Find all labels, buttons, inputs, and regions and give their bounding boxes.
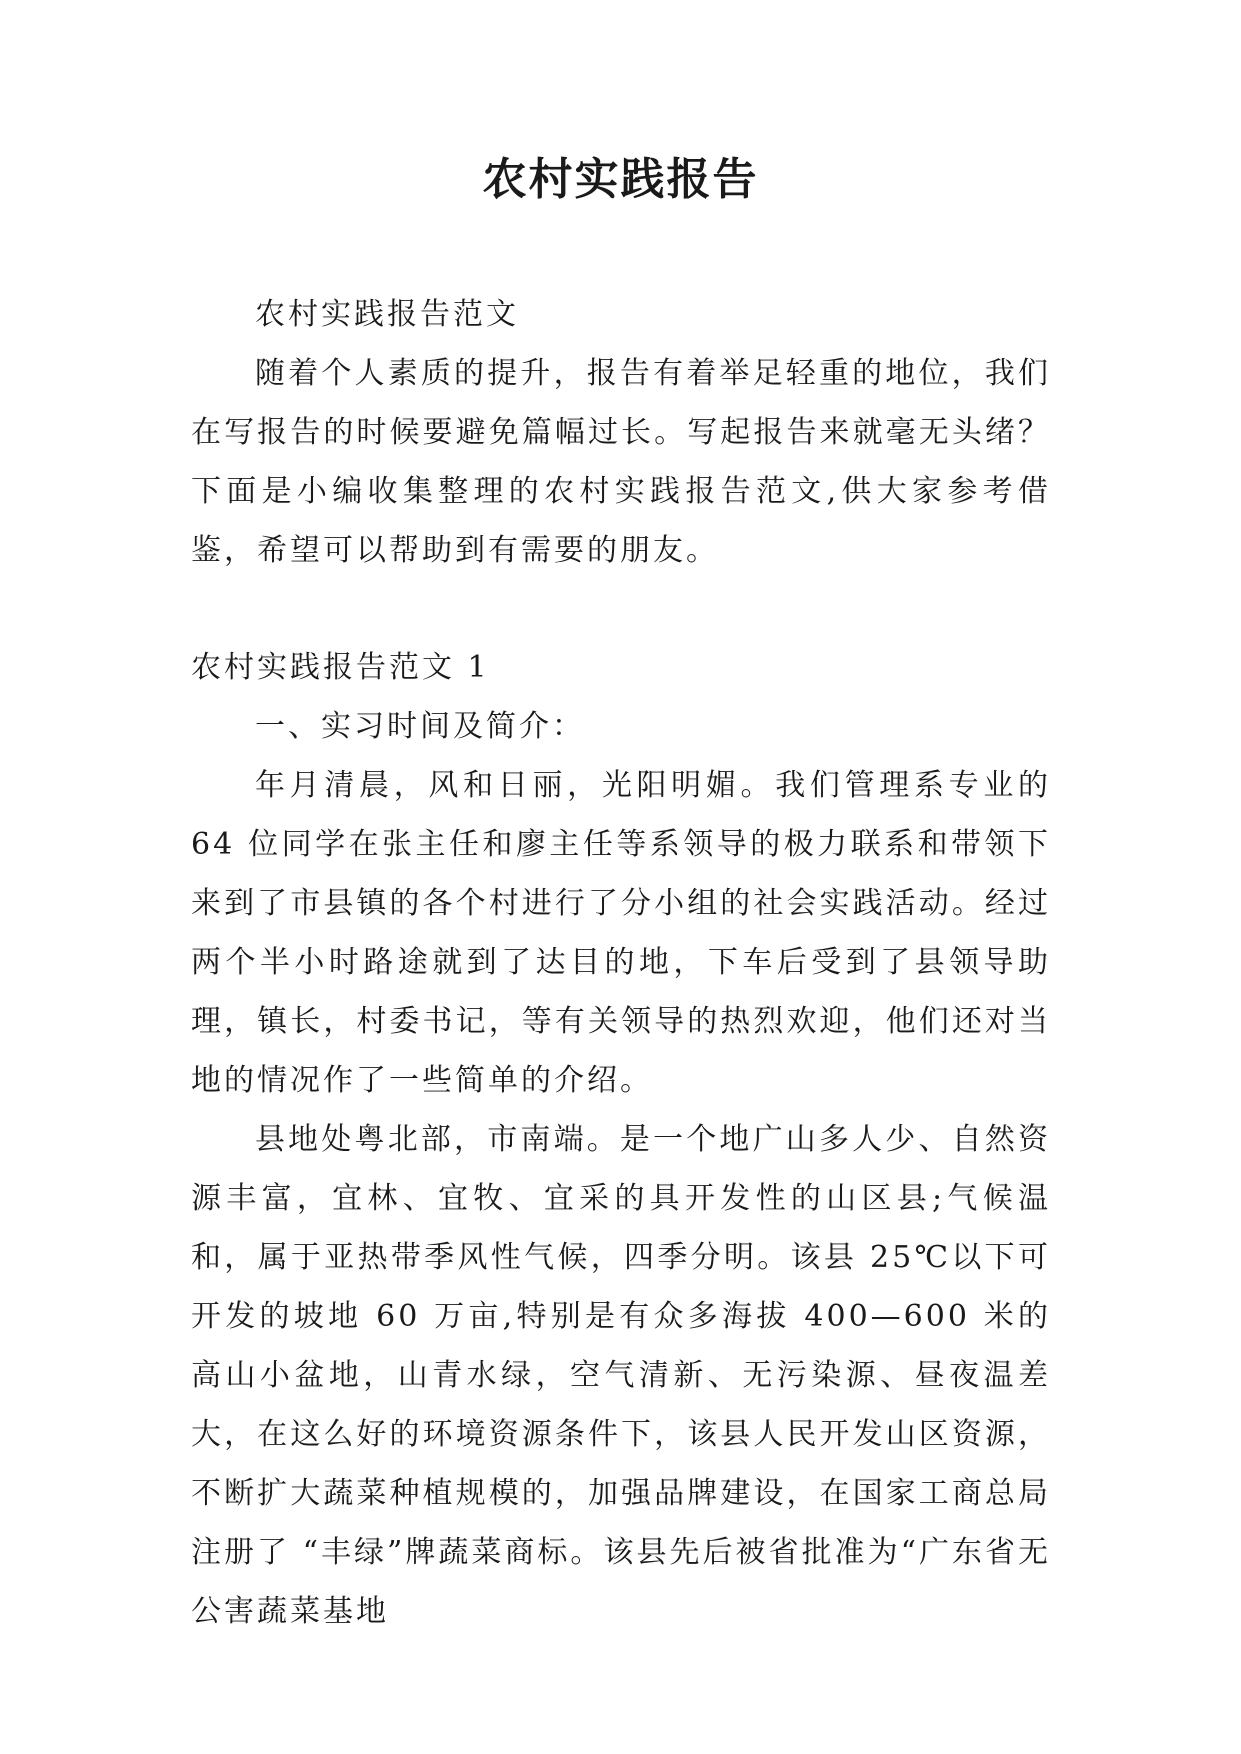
document-subtitle: 农村实践报告范文 xyxy=(255,297,519,332)
body-paragraph-1: 年月清晨，风和日丽，光阳明媚。我们管理系专业的 64 位同学在张主任和廖主任等系领导的极力联系和带领下来到了市县镇的各个村进行了分小组的社会实践活动。经过两个半小时路途就到了达目的地，下车后受到了县领导助理，镇长，村委书记，等有关领导的热烈欢迎，他们还对当地的情况作了一些简单的介绍。 xyxy=(191,768,1051,1098)
part-heading: 一、实习时间及简介： xyxy=(255,709,585,744)
paragraph-spacer xyxy=(191,580,1051,638)
document-title: 农村实践报告 xyxy=(482,154,759,205)
intro-paragraph: 随着个人素质的提升，报告有着举足轻重的地位，我们在写报告的时候要避免篇幅过长。写起报告来就毫无头绪？下面是小编收集整理的农村实践报告范文,供大家参考借鉴，希望可以帮助到有需要的朋友。 xyxy=(191,356,1051,568)
section-heading: 农村实践报告范文 1 xyxy=(191,650,490,685)
body-paragraph-2: 县地处粤北部，市南端。是一个地广山多人少、自然资源丰富，宜林、宜牧、宜采的具开发性的山区县;气候温和，属于亚热带季风性气候，四季分明。该县 25℃以下可开发的坡地 60 万亩,特别是有众多海拔 400—600 米的高山小盆地，山青水绿，空气清新、无污染源、昼夜温差大，在这么好的环境资源条件下，该县人民开发山区资源，不断扩大蔬菜种植规模的，加强品牌建设，在国家工商总局注册了 “丰绿”牌蔬菜商标。该县先后被省批准为“广东省无公害蔬菜基地 xyxy=(191,1122,1051,1629)
document-body xyxy=(191,285,1051,1641)
